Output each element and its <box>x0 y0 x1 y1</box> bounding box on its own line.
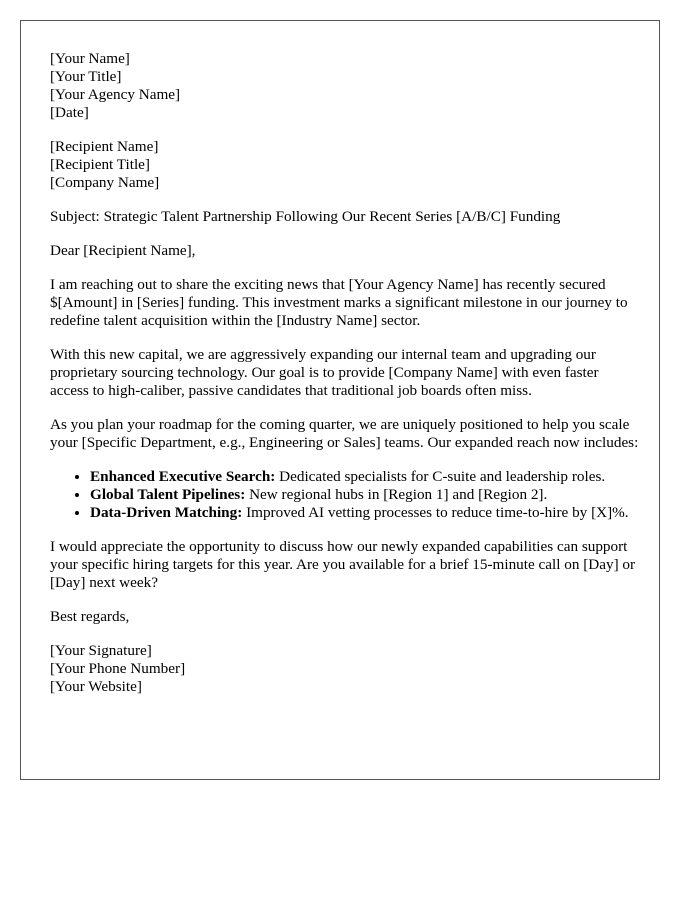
sender-block <box>50 50 640 122</box>
sender-name: [Your Name] <box>50 50 130 67</box>
list-item <box>90 468 640 486</box>
body-paragraph-2: With this new capital, we are aggressively expanding our internal team and upgrading our proprietary sourcing technology. Our goal is to provide [Company Name] with even faster access to high-caliber, passive candidates that traditional job boards often miss. <box>50 346 599 399</box>
list-item-label: Enhanced Executive Search: <box>90 468 276 485</box>
letter-date: [Date] <box>50 104 89 121</box>
closing: Best regards, <box>50 608 130 625</box>
sender-agency: [Your Agency Name] <box>50 86 181 103</box>
list-item <box>90 486 640 504</box>
subject-line: Subject: Strategic Talent Partnership Following Our Recent Series [A/B/C] Funding <box>50 208 561 225</box>
capabilities-list <box>50 468 640 522</box>
list-item <box>90 504 640 522</box>
recipient-name: [Recipient Name] <box>50 138 159 155</box>
recipient-company: [Company Name] <box>50 174 160 191</box>
body-paragraph-1: I am reaching out to share the exciting news that [Your Agency Name] has recently secured $[Amount] in [Series] funding. This investment marks a significant milestone in our journey to redefine talent acquisition within the [Industry Name] sector. <box>50 276 628 329</box>
letter-page <box>20 20 660 780</box>
sender-title: [Your Title] <box>50 68 122 85</box>
list-item-label: Data-Driven Matching: <box>90 504 243 521</box>
website: [Your Website] <box>50 678 142 695</box>
list-item-text: Improved AI vetting processes to reduce time-to-hire by [X]%. <box>242 504 629 521</box>
body-paragraph-3: As you plan your roadmap for the coming quarter, we are uniquely positioned to help you scale your [Specific Department, e.g., Engineering or Sales] teams. Our expanded reach now includes: <box>50 416 639 451</box>
phone-number: [Your Phone Number] <box>50 660 186 677</box>
list-item-label: Global Talent Pipelines: <box>90 486 246 503</box>
letter-content <box>50 50 640 712</box>
recipient-block <box>50 138 640 192</box>
salutation: Dear [Recipient Name], <box>50 242 196 259</box>
list-item-text: New regional hubs in [Region 1] and [Region 2]. <box>245 486 548 503</box>
body-paragraph-4: I would appreciate the opportunity to discuss how our newly expanded capabilities can support your specific hiring targets for this year. Are you available for a brief 15-minute call on [Day] or [Day] next week? <box>50 538 636 591</box>
signature: [Your Signature] <box>50 642 152 659</box>
recipient-title: [Recipient Title] <box>50 156 150 173</box>
list-item-text: Dedicated specialists for C-suite and leadership roles. <box>275 468 606 485</box>
signature-block <box>50 642 640 696</box>
